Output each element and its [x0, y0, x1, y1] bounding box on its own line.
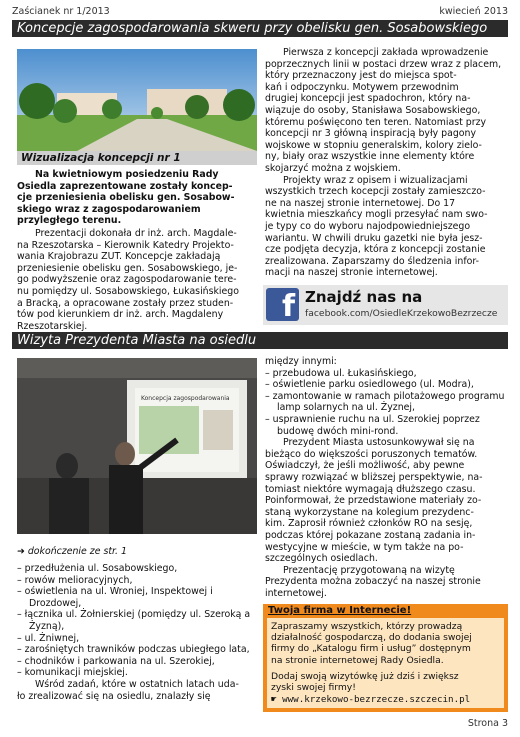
ad-body	[267, 618, 504, 708]
article2-right	[265, 356, 508, 599]
arrow-right-icon: ➜	[17, 546, 28, 557]
body-line: poprzecznych linii w postaci drzew wraz z placem,	[265, 58, 502, 70]
lead-line: przyległego terenu.	[17, 215, 122, 227]
body-line: Wśród zadań, które w ostatnich latach uda-	[35, 678, 239, 690]
list-item: – komunikacji miejskiej.	[17, 667, 128, 679]
body-line: drugiej koncepcji jest spadochron, który na-	[265, 93, 471, 105]
body-line: wariantu. W chwili druku gazetki nie była jesz-	[265, 232, 483, 244]
body-line: wojskowe w stopniu generalskim, kolory zielo-	[265, 139, 482, 151]
list-item: – zarośniętych trawników podczas ubiegłego lata,	[17, 644, 250, 656]
lead-line: Osiedla zaprezentowane zostały koncep-	[17, 180, 233, 192]
body-line: wiązuje do osoby, Stanisława Sosabowskiego,	[265, 104, 481, 116]
article1-lead	[17, 169, 257, 227]
ad-line: zyski swojej firmy!	[271, 682, 356, 694]
issues-list	[17, 563, 257, 679]
list-item: – ul. Żniwnej,	[17, 632, 80, 644]
ad-line: firmy do „Katalogu firm i usług” dostępnym	[271, 643, 471, 655]
list-item: – chodników i parkowania na ul. Szerokiej,	[17, 655, 215, 667]
continued-text: dokończenie ze str. 1	[27, 546, 127, 557]
article2-left	[17, 563, 257, 702]
facebook-box[interactable]	[263, 285, 508, 325]
achievements-list	[265, 368, 508, 438]
ad-line: działalność gospodarczą, do dodania swojej	[271, 632, 472, 644]
body-line: któremu poświęcono ten teren. Natomiast przy	[265, 116, 487, 128]
list-intro: między innymi:	[265, 356, 337, 367]
body-line: wania Krajobrazu ZUT. Koncepcje zakładają	[17, 251, 221, 263]
visualization-image	[17, 49, 257, 151]
ad-title: Twoja firma w Internecie!	[268, 605, 412, 616]
body-line: cze podjęta decyzja, która z koncepcji zostanie	[265, 244, 486, 256]
body-line: internetowej.	[265, 587, 327, 599]
body-line: Prezentację przygotowaną na wizytę	[283, 564, 455, 576]
body-line: Pierwsza z koncepcji zakłada wprowadzenie	[283, 47, 489, 58]
ad-line: na stronie internetowej Rady Osiedla.	[271, 654, 444, 666]
ad-link[interactable]	[271, 694, 470, 705]
facebook-url[interactable]: facebook.com/OsiedleKrzekowoBezrzecze	[305, 308, 498, 319]
list-item: – łącznika ul. Żołnierskiej (pomiędzy ul. Szeroką a Żyzną),	[17, 609, 251, 632]
issue-date: kwiecień 2013	[439, 6, 508, 17]
ad-text	[271, 621, 500, 693]
body-line: staną wykorzystane na kolegium prezydenc-	[265, 506, 474, 518]
body-line: go podwyższenie oraz zagospodarowanie tere-	[17, 274, 237, 286]
continued-note	[17, 546, 127, 557]
body-line: je typy co do wyboru najodpowiedniejszego	[265, 220, 471, 232]
business-ad-box	[263, 604, 508, 712]
facebook-icon	[266, 288, 299, 321]
slide-title-text: Koncepcja zagospodarowania	[141, 395, 230, 402]
body-line: Projekty wraz z opisem i wizualizacjami	[283, 174, 468, 186]
article1-body-left	[17, 228, 257, 332]
body-line: Oświadczył, że jeśli możliwość, aby pewne	[265, 460, 465, 472]
lead-line: Na kwietniowym posiedzeniu Rady	[35, 169, 219, 180]
image-caption: Wizualizacja koncepcji nr 1	[17, 151, 257, 165]
body-line: a Bracką, a opracowane zostały przez studen-	[17, 297, 234, 309]
body-line: macji na naszej stronie internetowej.	[265, 267, 438, 279]
facebook-heading: Znajdź nas na	[305, 288, 423, 306]
body-line: kwietnia mieszkańcy mogli przesyłać nam swo-	[265, 209, 488, 221]
body-line: koncepcji nr 3 główną inspiracją były pagony	[265, 128, 477, 140]
body-line: podczas której pokazane zostaną zadania in-	[265, 529, 476, 541]
list-item: – przebudowa ul. Łukasińskiego,	[265, 367, 417, 379]
body-line: przeniesienie obelisku gen. Sosabowskiego, je-	[17, 262, 238, 274]
body-line: zrealizowana. Zaparszamy do śledzenia infor-	[265, 255, 479, 267]
list-item: – zamontowanie w ramach pilotażowego programu lamp solarnych na ul. Żyznej,	[265, 390, 505, 414]
issue-label: Zaścianek nr 1/2013	[12, 6, 110, 17]
article1-title: Koncepcje zagospodarowania skweru przy obelisku gen. Sosabowskiego	[12, 20, 508, 37]
body-line: wszystkich trzech kocepcji zostały zamieszczo-	[265, 186, 486, 198]
body-line: kim. Zaprosił również członków RO na sesję,	[265, 518, 473, 530]
body-line: Prezydenta można zobaczyć na naszej stronie	[265, 576, 481, 588]
body-line: na Rzeszotarska – Kierownik Katedry Projekto-	[17, 239, 234, 251]
pointing-hand-icon: ☛	[271, 694, 277, 705]
list-item: – przedłużenia ul. Sosabowskiego,	[17, 563, 178, 574]
body-line: tomiast niektóre wymagają dłuższego czasu.	[265, 483, 476, 495]
list-item: – oświetlenie parku osiedlowego (ul. Modra),	[265, 379, 474, 391]
body-line: Poinformował, że przedstawione materiały zo-	[265, 495, 482, 507]
ad-line: Zapraszamy wszystkich, którzy prowadzą	[271, 621, 463, 632]
body-line: westycyjne w mieście, w tym także na po-	[265, 541, 464, 553]
body-line: Rzeszotarskiej.	[17, 320, 88, 332]
article2-title: Wizyta Prezydenta Miasta na osiedlu	[12, 332, 508, 349]
body-line: sprawy rozwiązać w bliższej perspektywie, na-	[265, 471, 483, 483]
body-line: ło zrealizować się na osiedlu, znalazły się	[17, 690, 211, 702]
body-line: Prezentacji dokonała dr inż. arch. Magdale-	[35, 228, 237, 239]
body-line: skojarzyć można z wojskiem.	[265, 162, 401, 174]
ad-url[interactable]: www.krzekowo-bezrzecze.szczecin.pl	[282, 694, 471, 705]
page-number: Strona 3	[467, 718, 508, 729]
lead-line: cje przeniesienia obelisku gen. Sosabow-	[17, 192, 235, 204]
body-line: kań i odpoczynku. Motywem przewodnim	[265, 81, 459, 93]
list-item: – oświetlenia na ul. Wroniej, Inspektowej i Drozdowej,	[17, 586, 213, 609]
body-line: tów pod kierunkiem dr inż. arch. Magdaleny	[17, 309, 224, 321]
body-line: bieżąco do większości poruszonych tematów.	[265, 448, 478, 460]
body-line: Prezydent Miasta ustosunkowywał się na	[283, 437, 475, 449]
body-line: który przeznaczony jest do miejsca spot-	[265, 70, 457, 82]
article1-body-right	[265, 47, 508, 279]
president-visit-photo	[17, 358, 257, 534]
list-item: – usprawnienie ruchu na ul. Szerokiej poprzez budowę dwóch mini-rond.	[265, 413, 480, 437]
body-line: nu pomiędzy ul. Sosabowskiego, Łukasińskiego	[17, 285, 239, 297]
ad-line: Dodaj swoją wizytówkę już dziś i zwiększ	[271, 670, 459, 682]
body-line: ne na naszej stronie internetowej. Do 17	[265, 197, 456, 209]
list-item: – rowów melioracyjnych,	[17, 574, 133, 586]
body-line: szczególnych osiedlach.	[265, 553, 378, 565]
facebook-logo-letter: f	[281, 289, 295, 321]
lead-line: skiego wraz z zagospodarowaniem	[17, 203, 201, 215]
body-line: ny, biały oraz wszystkie inne elementy które	[265, 151, 475, 163]
